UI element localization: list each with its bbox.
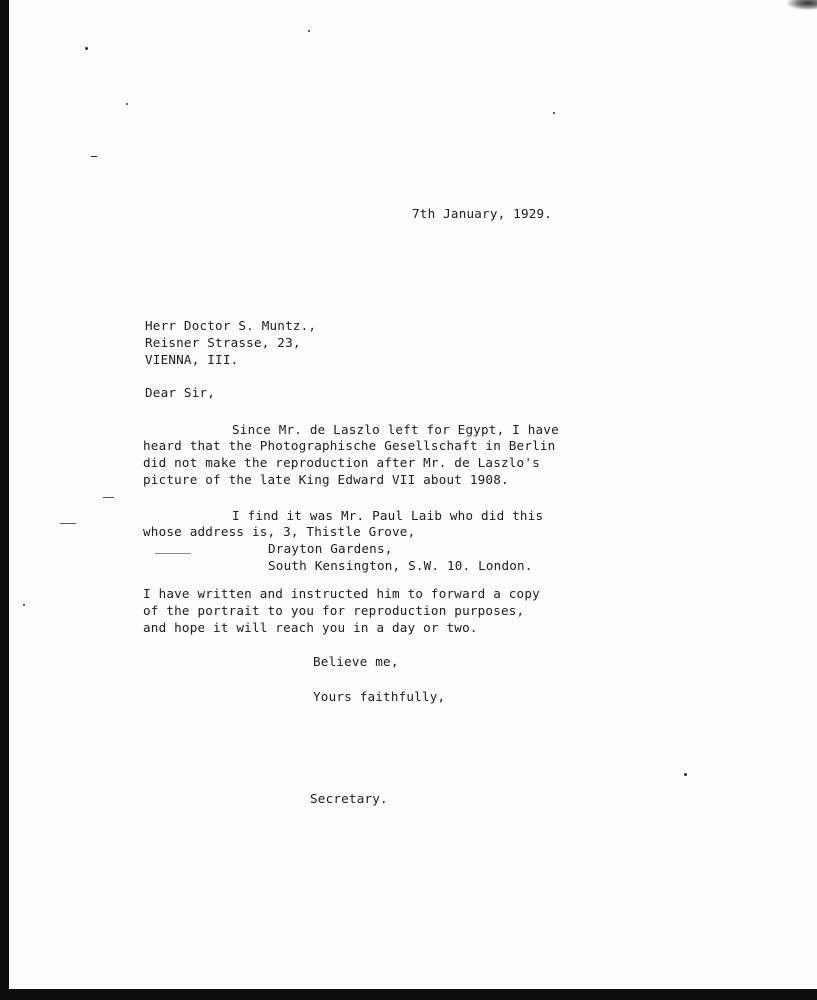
scan-speck xyxy=(91,156,97,157)
signature-title: Secretary. xyxy=(310,791,388,806)
scan-speck xyxy=(308,30,310,32)
recipient-name: Herr Doctor S. Muntz., xyxy=(145,318,317,333)
closing-yours: Yours faithfully, xyxy=(313,689,446,704)
paragraph1-line: picture of the late King Edward VII about 1908. xyxy=(143,472,509,487)
scan-mark xyxy=(103,497,114,498)
scan-speck xyxy=(23,604,25,606)
paragraph3-line: I have written and instructed him to forward a copy xyxy=(143,586,540,601)
paragraph1-line: Since Mr. de Laszlo left for Egypt, I have xyxy=(232,422,559,437)
paragraph1-line: heard that the Photographische Gesellschaft in Berlin xyxy=(143,438,556,453)
paragraph2-line: I find it was Mr. Paul Laib who did this xyxy=(232,508,544,523)
scan-corner-smudge xyxy=(787,0,817,10)
scan-bottom-border xyxy=(0,989,817,1000)
scan-speck xyxy=(85,47,88,50)
scan-speck xyxy=(126,103,128,105)
scan-mark xyxy=(155,553,191,554)
scan-left-border xyxy=(0,0,9,1000)
address-line: South Kensington, S.W. 10. London. xyxy=(268,558,533,573)
address-line: Drayton Gardens, xyxy=(268,541,393,556)
paragraph3-line: of the portrait to you for reproduction purposes, xyxy=(143,603,525,618)
paragraph2-line: whose address is, 3, Thistle Grove, xyxy=(143,524,416,539)
recipient-street: Reisner Strasse, 23, xyxy=(145,335,301,350)
letter-date: 7th January, 1929. xyxy=(412,206,553,221)
salutation: Dear Sir, xyxy=(145,385,216,400)
scan-mark xyxy=(60,523,76,524)
scan-speck xyxy=(684,773,687,776)
recipient-city: VIENNA, III. xyxy=(145,352,239,367)
scan-speck xyxy=(553,112,555,114)
closing-believe: Believe me, xyxy=(313,654,399,669)
paragraph3-line: and hope it will reach you in a day or two. xyxy=(143,620,478,635)
paragraph1-line: did not make the reproduction after Mr. de Laszlo's xyxy=(143,455,540,470)
